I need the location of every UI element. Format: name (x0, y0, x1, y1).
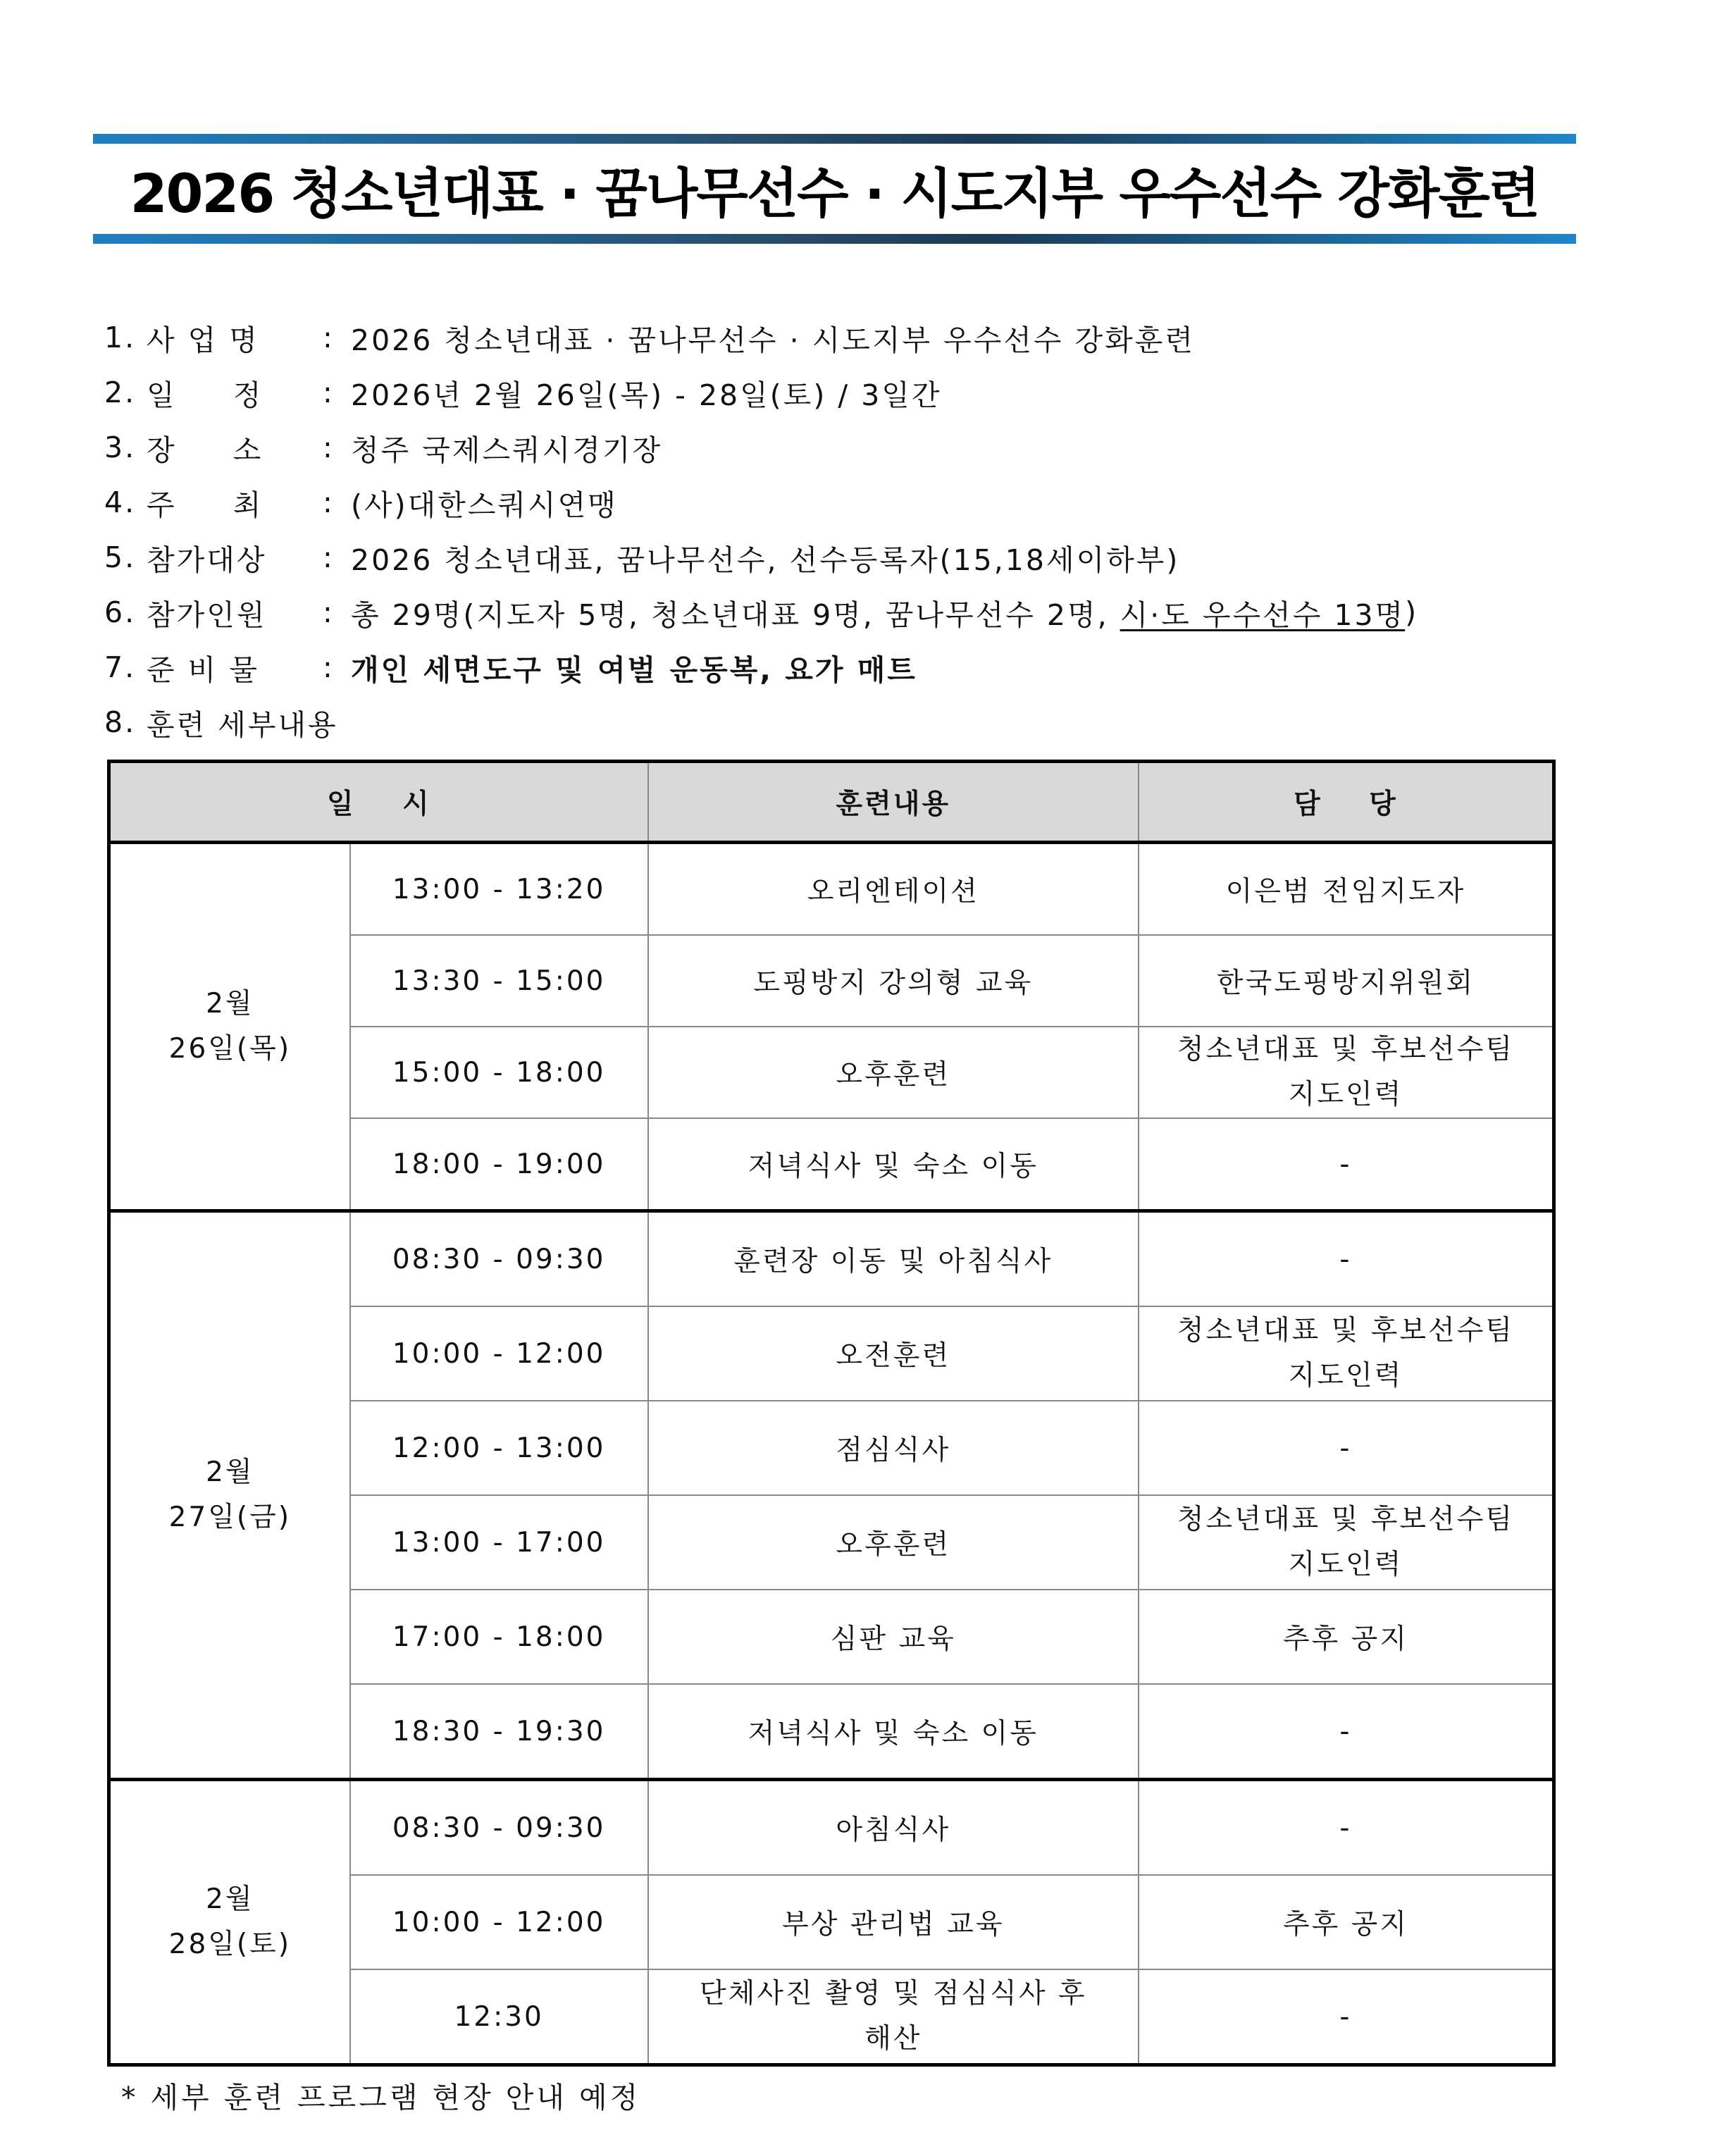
info-value: 개인 세면도구 및 여벌 운동복, 요가 매트 (351, 652, 917, 687)
date-cell (109, 1780, 350, 2065)
time-cell: 18:30 - 19:30 (350, 1684, 648, 1780)
owner-text: 청소년대표 및 후보선수팀 지도인력 (1177, 1504, 1515, 1580)
info-number: 6. (104, 595, 137, 629)
info-label: 사 업 명 (147, 323, 259, 357)
colon: : (323, 540, 335, 574)
content-cell: 오후훈련 (648, 1495, 1139, 1590)
owner-cell: 한국도핑방지위원회 (1139, 935, 1554, 1027)
time-cell: 10:00 - 12:00 (350, 1306, 648, 1401)
date-cell (109, 1211, 350, 1780)
owner-text: 청소년대표 및 후보선수팀 지도인력 (1177, 1315, 1515, 1392)
info-value: 2026년 2월 26일(목) - 28일(토) / 3일간 (351, 378, 942, 412)
content-cell: 점심식사 (648, 1401, 1139, 1495)
info-number: 5. (104, 540, 137, 574)
time-cell: 18:00 - 19:00 (350, 1118, 648, 1211)
info-label: 훈련 세부내용 (147, 707, 338, 742)
content-cell: 오전훈련 (648, 1306, 1139, 1401)
info-item-details (104, 695, 1418, 750)
info-list (104, 310, 1418, 750)
info-item-supplies (104, 640, 1418, 695)
info-number: 4. (104, 485, 137, 519)
info-value-end: ) (1405, 595, 1419, 629)
owner-cell: - (1139, 1684, 1554, 1780)
content-cell (648, 1969, 1139, 2065)
info-label: 참가대상 (147, 543, 267, 577)
table-header-row (109, 762, 1554, 843)
time-cell: 15:00 - 18:00 (350, 1027, 648, 1118)
colon: : (323, 485, 335, 519)
date-month: 2월 (206, 1883, 254, 1915)
owner-cell (1139, 1027, 1554, 1118)
info-label: 주 최 (147, 488, 264, 522)
owner-text: 청소년대표 및 후보선수팀 지도인력 (1177, 1034, 1515, 1110)
owner-cell: 추후 공지 (1139, 1875, 1554, 1969)
info-number: 1. (104, 321, 137, 354)
info-item-schedule (104, 365, 1418, 420)
info-number: 8. (104, 705, 137, 739)
date-cell (109, 843, 350, 1211)
info-value: 2026 청소년대표, 꿈나무선수, 선수등록자(15,18세이하부) (351, 543, 1180, 577)
time-cell: 13:30 - 15:00 (350, 935, 648, 1027)
info-value: 총 29명(지도자 5명, 청소년대표 9명, 꿈나무선수 2명, (351, 598, 1120, 632)
content-cell: 도핑방지 강의형 교육 (648, 935, 1139, 1027)
content-cell: 훈련장 이동 및 아침식사 (648, 1211, 1139, 1307)
content-cell: 오후훈련 (648, 1027, 1139, 1118)
info-item-venue (104, 420, 1418, 475)
table-row (109, 843, 1554, 936)
owner-cell (1139, 1306, 1554, 1401)
info-label: 참가인원 (147, 598, 267, 632)
info-item-name (104, 310, 1418, 365)
header-content: 훈련내용 (648, 762, 1139, 843)
colon: : (323, 650, 335, 684)
owner-cell: - (1139, 1118, 1554, 1211)
footnote: * 세부 훈련 프로그램 현장 안내 예정 (121, 2081, 641, 2115)
time-cell: 17:00 - 18:00 (350, 1590, 648, 1684)
info-label: 준 비 물 (147, 652, 259, 687)
info-value: 2026 청소년대표 · 꿈나무선수 · 시도지부 우수선수 강화훈련 (351, 323, 1195, 357)
info-number: 2. (104, 376, 137, 409)
info-value: 청주 국제스쿼시경기장 (351, 433, 663, 467)
date-day: 28일(토) (168, 1929, 292, 1960)
header-datetime: 일 시 (109, 762, 648, 843)
title-top-rule (93, 134, 1576, 144)
info-label: 장 소 (147, 433, 264, 467)
colon: : (323, 321, 335, 354)
content-cell: 부상 관리법 교육 (648, 1875, 1139, 1969)
time-cell: 08:30 - 09:30 (350, 1780, 648, 1876)
time-cell: 10:00 - 12:00 (350, 1875, 648, 1969)
colon: : (323, 376, 335, 409)
info-value-underlined: 시·도 우수선수 13명 (1120, 598, 1406, 632)
time-cell: 08:30 - 09:30 (350, 1211, 648, 1307)
info-number: 3. (104, 431, 137, 464)
time-cell: 12:30 (350, 1969, 648, 2065)
content-cell: 오리엔테이션 (648, 843, 1139, 936)
colon: : (323, 431, 335, 464)
owner-cell: 추후 공지 (1139, 1590, 1554, 1684)
owner-cell: - (1139, 1401, 1554, 1495)
owner-cell: - (1139, 1780, 1554, 1876)
time-cell: 13:00 - 17:00 (350, 1495, 648, 1590)
header-owner: 담 당 (1139, 762, 1554, 843)
date-day: 26일(목) (168, 1033, 292, 1065)
info-label: 일 정 (147, 378, 264, 412)
content-cell: 저녁식사 및 숙소 이동 (648, 1684, 1139, 1780)
time-cell: 12:00 - 13:00 (350, 1401, 648, 1495)
table-row (109, 1780, 1554, 1876)
content-text: 단체사진 촬영 및 점심식사 후 해산 (699, 1978, 1087, 2055)
title-bottom-rule (93, 234, 1576, 244)
content-cell: 심판 교육 (648, 1590, 1139, 1684)
time-cell: 13:00 - 13:20 (350, 843, 648, 936)
info-item-target (104, 530, 1418, 585)
info-number: 7. (104, 650, 137, 684)
info-value: (사)대한스쿼시연맹 (351, 488, 618, 522)
info-item-participants (104, 585, 1418, 640)
owner-cell: 이은범 전임지도자 (1139, 843, 1554, 936)
date-day: 27일(금) (168, 1502, 292, 1533)
owner-cell: - (1139, 1211, 1554, 1307)
owner-cell (1139, 1495, 1554, 1590)
date-month: 2월 (206, 988, 254, 1020)
table-row (109, 1211, 1554, 1307)
date-month: 2월 (206, 1456, 254, 1488)
info-item-host (104, 475, 1418, 530)
schedule-table (107, 760, 1556, 2067)
content-cell: 저녁식사 및 숙소 이동 (648, 1118, 1139, 1211)
colon: : (323, 595, 335, 629)
owner-cell: - (1139, 1969, 1554, 2065)
page-title: 2026 청소년대표 · 꿈나무선수 · 시도지부 우수선수 강화훈련 (130, 161, 1539, 225)
content-cell: 아침식사 (648, 1780, 1139, 1876)
